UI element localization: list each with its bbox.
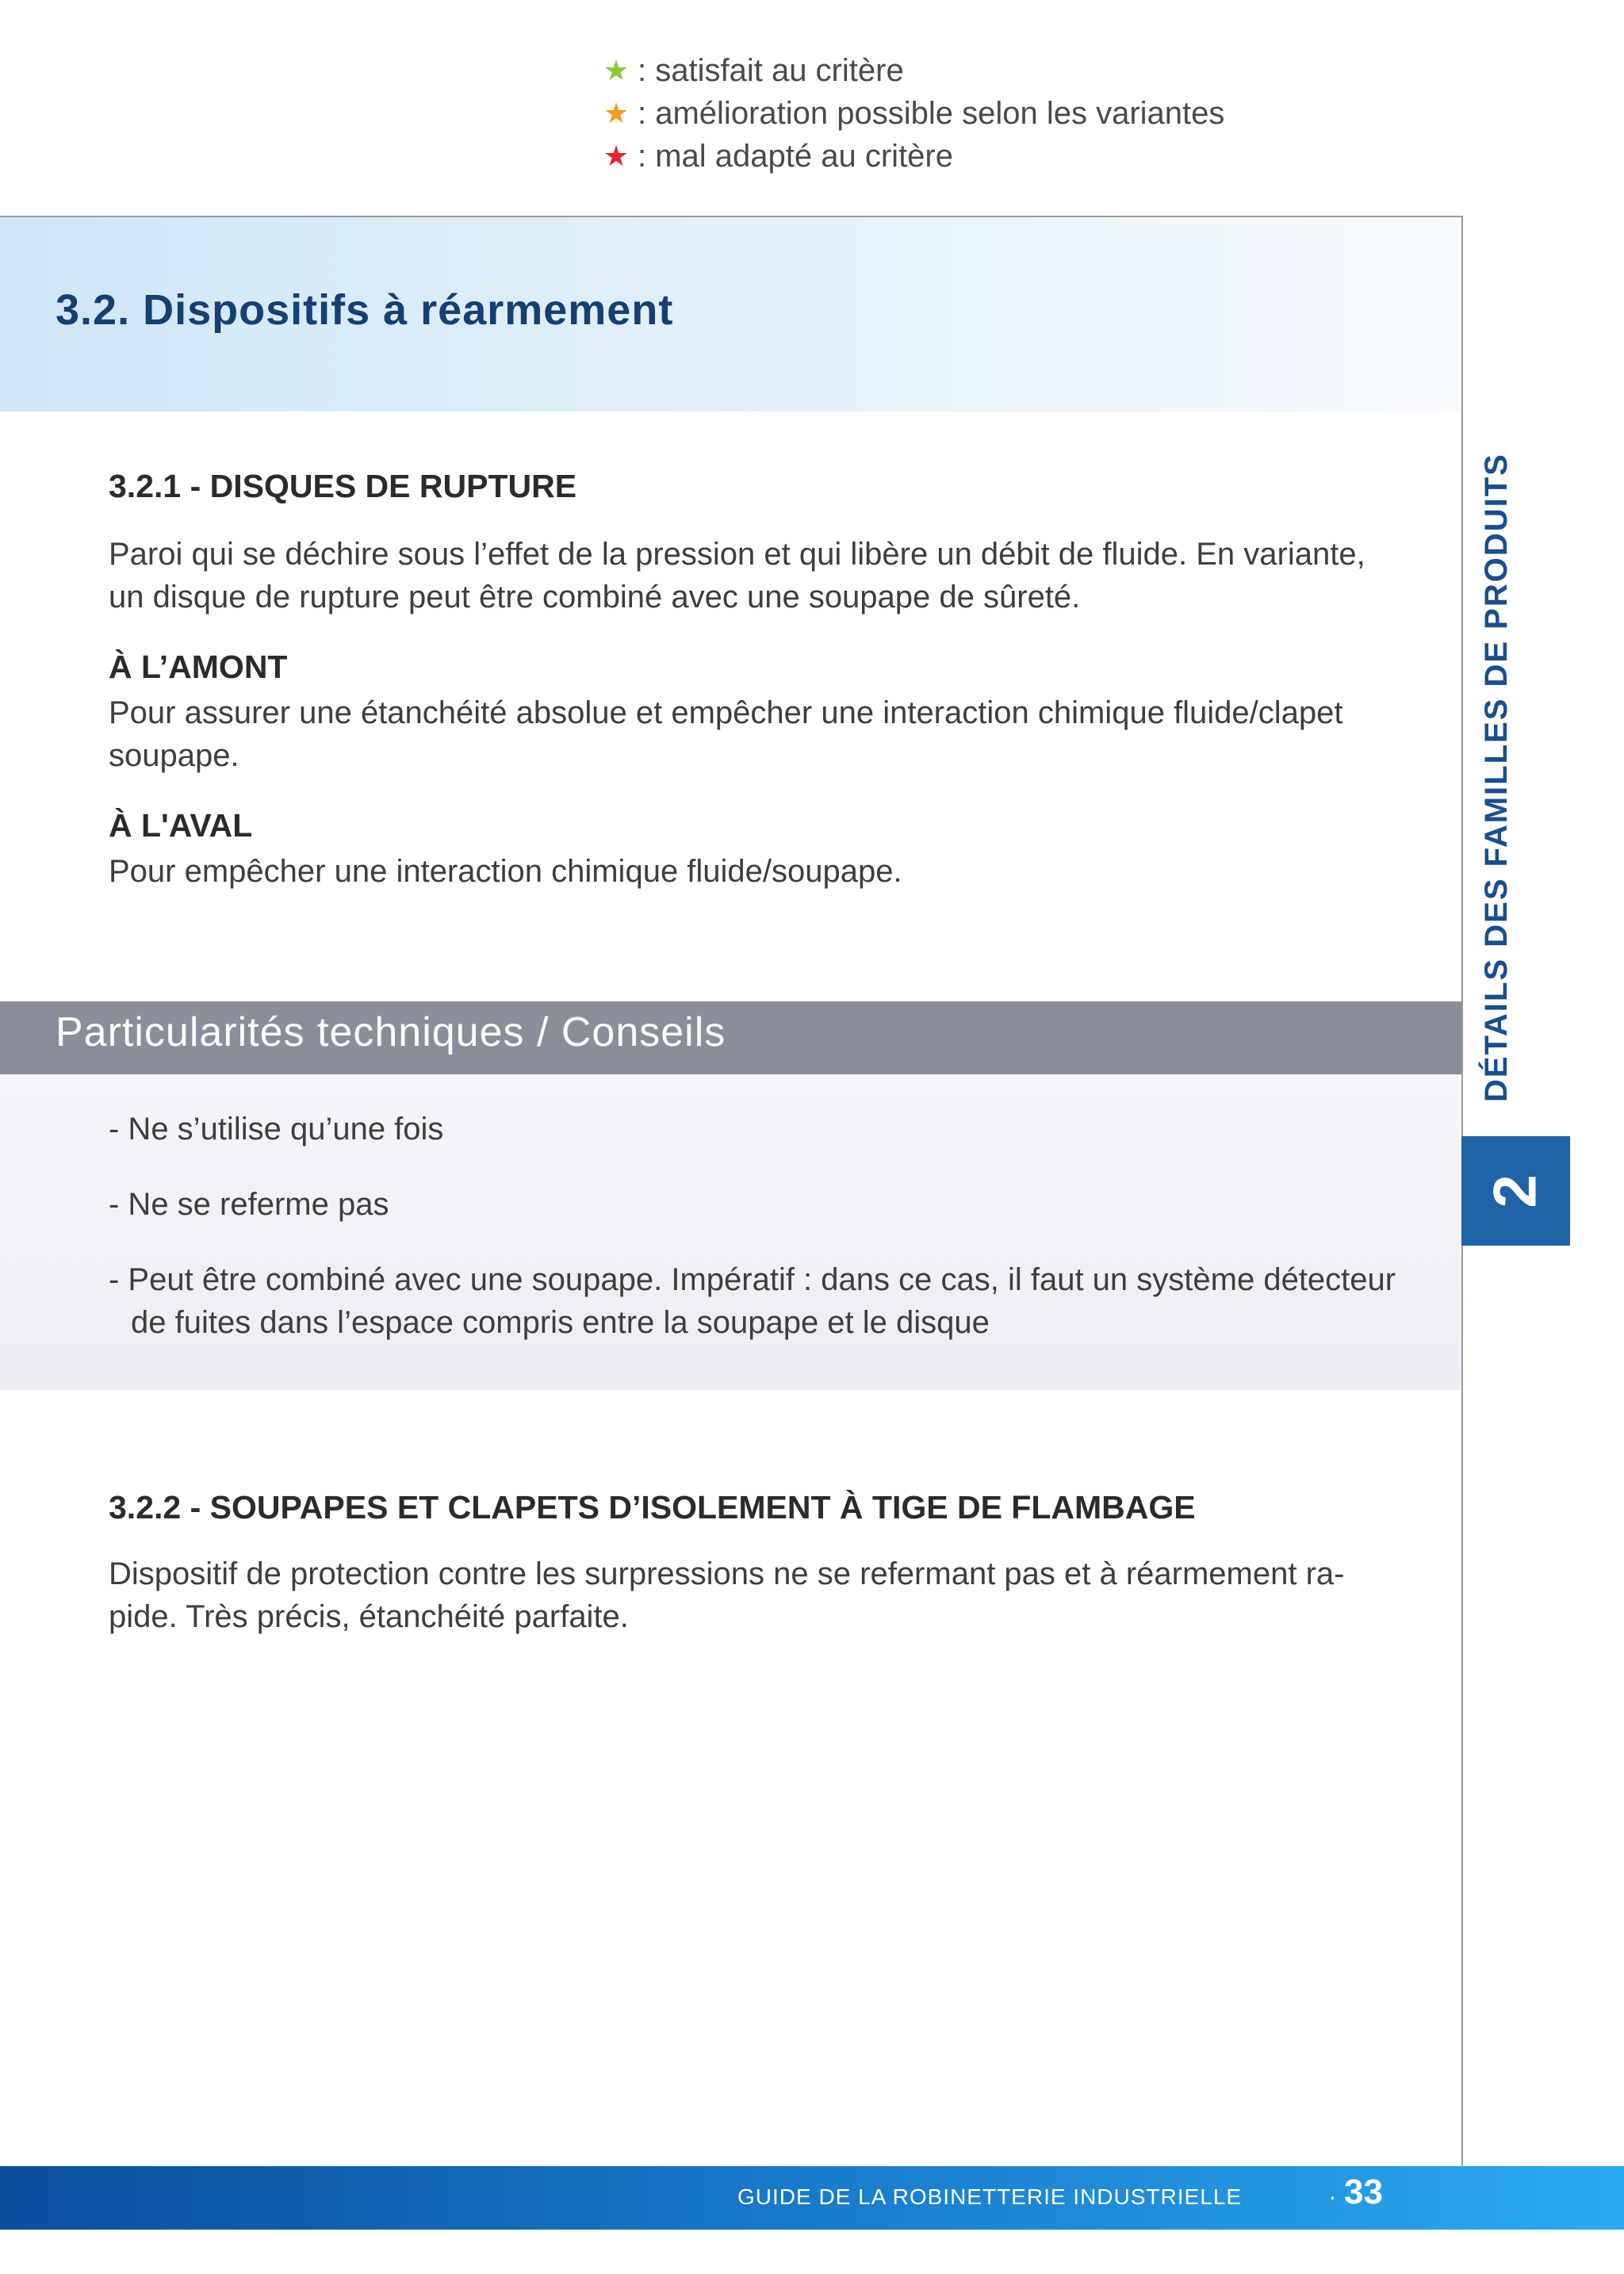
downstream-text: Pour empêcher une interaction chimique fluide/soupape. — [109, 854, 902, 889]
upstream-text: Pour assurer une étanchéité absolue et empêcher une interaction chimique fluide/clapet soupape. — [109, 695, 1343, 773]
page-number: 33 — [1344, 2173, 1383, 2211]
star-icon: ★ — [603, 97, 630, 129]
chapter-side-label: DÉTAILS DES FAMILLES DE PRODUITS — [1479, 453, 1514, 1102]
advice-item: - Peut être combiné avec une soupape. Impératif : dans ce cas, il faut un système détecteur de fuites dans l’espace compris entre la soupape et le disque — [109, 1262, 1396, 1340]
buckling-pin-text: Dispositif de protection contre les surpressions ne se refermant pas et à réarmement ra-pide. Très précis, étanchéité parfaite. — [109, 1556, 1345, 1634]
legend-item-satisfied — [603, 49, 1224, 92]
chapter-number: 2 — [1482, 1173, 1549, 1208]
footer-title: GUIDE DE LA ROBINETTERIE INDUSTRIELLE — [737, 2184, 1243, 2209]
chapter-tab — [1461, 1136, 1570, 1246]
legend-label: : amélioration possible selon les variantes — [638, 96, 1225, 131]
technical-advice-title: Particularités techniques / Conseils — [56, 1009, 726, 1055]
subsection-heading-rupture-discs: 3.2.1 - DISQUES DE RUPTURE — [109, 468, 577, 504]
rupture-discs-intro: Paroi qui se déchire sous l’effet de la pression et qui libère un débit de fluide. En variante, un disque de rupture peut être combiné avec une soupape de sûreté. — [109, 537, 1365, 614]
section-title: 3.2. Dispositifs à réarmement — [56, 286, 674, 334]
legend-label: : mal adapté au critère — [638, 139, 953, 174]
star-icon: ★ — [603, 54, 630, 86]
footer-separator: · — [1328, 2182, 1337, 2211]
advice-item: - Ne se referme pas — [109, 1187, 389, 1222]
advice-item: - Ne s’utilise qu’une fois — [109, 1112, 444, 1147]
legend-label: : satisfait au critère — [638, 53, 904, 88]
downstream-heading: À L'AVAL — [109, 807, 253, 844]
legend-item-improvable — [603, 92, 1224, 135]
upstream-heading: À L’AMONT — [109, 649, 288, 685]
legend — [603, 49, 1224, 178]
legend-item-unsuited — [603, 135, 1224, 178]
subsection-heading-buckling-pin: 3.2.2 - SOUPAPES ET CLAPETS D’ISOLEMENT À TIGE DE FLAMBAGE — [109, 1489, 1196, 1526]
star-icon: ★ — [603, 140, 630, 172]
